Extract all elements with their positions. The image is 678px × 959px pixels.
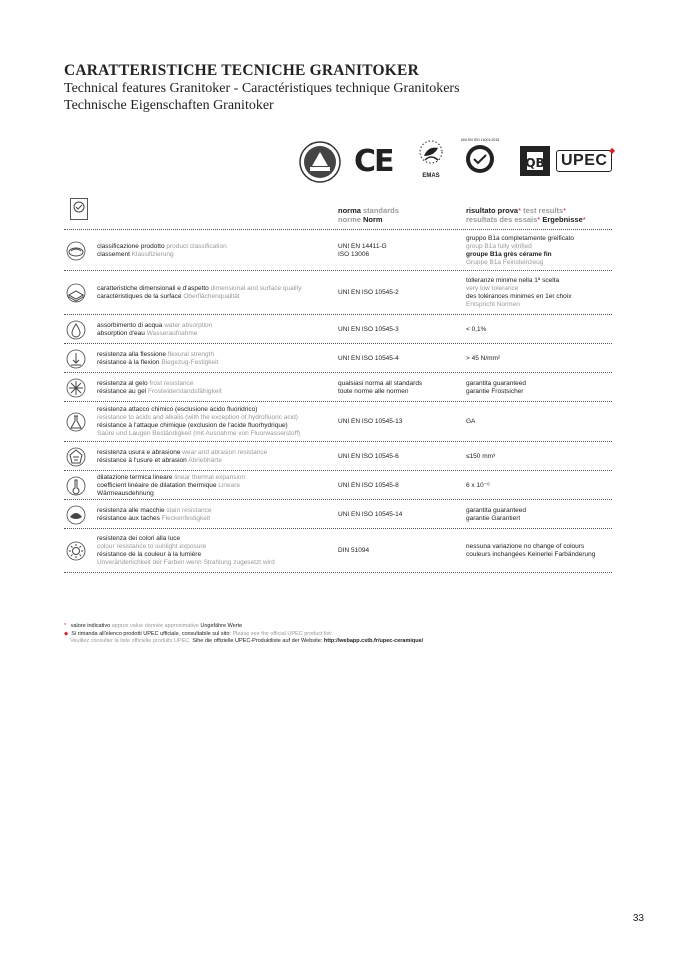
property-cell [97, 322, 337, 338]
result-en: test results [523, 206, 564, 215]
footnote-2-de: Sihe die offizielle UPEC-Produktliste auf der Website: [192, 638, 323, 644]
result-line [466, 326, 612, 334]
result-text: gruppo B1a completamente greificato [466, 235, 575, 242]
table-row [64, 373, 612, 402]
norma-de: Norm [363, 215, 383, 224]
result-de: Ergebnisse [542, 215, 583, 224]
page-subtitle-de: Technische Eigenschaften Granitoker [64, 98, 274, 113]
property-line-secondary: Fleckenfestigkeit [161, 514, 211, 522]
property-line-primary: résistance aux taches [97, 514, 160, 522]
property-line [97, 535, 337, 543]
property-cell [97, 406, 337, 438]
result-cell [466, 326, 612, 334]
property-line-primary: absorption d'eau [97, 329, 145, 337]
standard-line: UNI EN ISO 10545-4 [338, 354, 399, 362]
property-line [97, 559, 337, 567]
standard-cell [338, 289, 463, 297]
table-row [64, 500, 612, 529]
result-line [466, 507, 612, 515]
footnotes [64, 623, 612, 646]
result-line [466, 380, 612, 388]
property-line [97, 457, 337, 465]
thermal-icon [66, 476, 86, 496]
standard-line: UNI EN ISO 10545-14 [338, 510, 403, 518]
property-line-primary: caractéristiques de la surface [97, 293, 182, 300]
result-line [466, 259, 612, 267]
property-line-secondary: linear thermal expansion [174, 473, 246, 481]
footnote-1-fr: donnée approximative [144, 623, 199, 629]
footnote-1-it: valore indicativo [70, 623, 111, 629]
result-cell [466, 277, 612, 309]
standard-line: UNI EN ISO 10545-2 [338, 289, 399, 296]
emas-label: EMAS [422, 173, 440, 179]
result-text: garantita [466, 506, 492, 514]
result-text: very low tolerance [466, 285, 519, 292]
result-text: no change of colours [523, 543, 585, 550]
property-line [97, 359, 337, 367]
property-line-secondary: product classification [166, 243, 227, 250]
table-row [64, 402, 612, 442]
result-text: garantie [466, 387, 490, 395]
result-text: ≤150 mm³ [466, 452, 496, 460]
result-line [466, 355, 612, 363]
property-line-primary: caratteristiche dimensionali e d'aspetto [97, 285, 209, 292]
property-cell [97, 380, 337, 396]
result-text: couleurs inchangées [466, 551, 526, 558]
footnote-upec [64, 631, 612, 639]
property-line-secondary: Oberflächenqualität [183, 293, 240, 300]
norma-fr: norme [338, 215, 361, 224]
result-fr: resultats des essais [466, 215, 538, 224]
iso-logo [458, 138, 502, 181]
property-line-primary: résistance à l'attaque chimique (exclusion de l'acide fluorhydrique) [97, 422, 288, 429]
result-cell [466, 482, 612, 490]
stain-icon [66, 505, 86, 525]
upec-diamond-icon: ◆ [609, 146, 616, 155]
standard-line: UNI EN ISO 10545-13 [338, 418, 403, 425]
property-cell [97, 449, 337, 465]
property-line-secondary: water absorption [164, 321, 213, 329]
ce-logo: CE [354, 144, 393, 179]
page-title: CARATTERISTICHE TECNICHE GRANITOKER [64, 62, 419, 79]
water-drop-icon [66, 320, 86, 340]
property-line-primary: dilatazione termica lineare [97, 473, 173, 481]
footnote-star: * [64, 623, 67, 629]
property-line-primary: resistenza alla flessione [97, 350, 167, 358]
property-line [97, 351, 337, 359]
property-line [97, 322, 337, 330]
property-line-primary: résistance à la flexion [97, 358, 160, 366]
sun-icon [66, 541, 86, 561]
property-cell [97, 285, 337, 301]
result-line [466, 515, 612, 523]
flex-icon [66, 349, 86, 369]
page-titles [64, 62, 460, 114]
property-line-primary: Wärmeausdehnung [97, 489, 154, 497]
property-line-primary: coefficient linéaire de dilatation thermique [97, 481, 217, 489]
upec-logo [556, 150, 612, 172]
table-row [64, 344, 612, 373]
standard-cell [338, 511, 463, 519]
standard-line: DIN 51094 [338, 547, 370, 554]
property-line [97, 422, 337, 430]
result-star: * [537, 215, 541, 224]
property-line [97, 490, 337, 498]
iso-caption: UNI EN ISO 14001:2015 [460, 138, 500, 142]
result-cell [466, 418, 612, 426]
standard-cell [338, 547, 463, 555]
result-line [466, 277, 612, 285]
result-line [466, 235, 612, 243]
property-line [97, 430, 337, 438]
property-line [97, 414, 337, 422]
norma-header [338, 206, 399, 224]
property-line [97, 482, 337, 490]
property-line-secondary: stain resistance [166, 506, 212, 514]
certification-logos [298, 138, 616, 188]
result-star: * [582, 215, 586, 224]
result-text: nessuna variazione [466, 543, 523, 550]
result-text: des tolérances minimes en 1er choix [466, 293, 572, 300]
property-line [97, 293, 337, 301]
table-header [64, 194, 612, 228]
standard-cell [338, 326, 463, 334]
standard-line: UNI EN ISO 10545-6 [338, 452, 399, 460]
property-line-primary: classificazione prodotto [97, 243, 165, 250]
header-divider [64, 229, 612, 230]
property-line [97, 515, 337, 523]
property-line [97, 380, 337, 388]
property-line-secondary: flexural strength [167, 350, 215, 358]
seal-logo [298, 140, 342, 189]
result-star: * [563, 206, 567, 215]
result-text: tolleranze minime nella 1ª scelta [466, 277, 560, 284]
result-it: risultato prova [466, 206, 519, 215]
result-star: * [518, 206, 522, 215]
result-cell [466, 355, 612, 363]
property-line-primary: classement [97, 251, 130, 258]
property-line-secondary: Biegezug-Festigkeit [161, 358, 219, 366]
property-line-primary: assorbimento di acqua [97, 321, 163, 329]
property-line-secondary: Lineare [218, 481, 240, 489]
property-line [97, 388, 337, 396]
result-text: groupe B1a grès cérame fin [466, 251, 552, 258]
norma-en: standards [363, 206, 399, 215]
property-line-secondary: Klassifizierung [131, 251, 174, 258]
property-line-secondary: Frostwiderstandsfähigkeit [147, 387, 222, 395]
property-cell [97, 351, 337, 367]
property-line-primary: résistance au gel [97, 387, 147, 395]
footnote-approx [64, 623, 612, 631]
table-row [64, 231, 612, 271]
property-line-secondary: frost resistance [149, 379, 194, 387]
standard-cell [338, 380, 463, 396]
result-cell [466, 453, 612, 461]
result-text: guaranteed [493, 379, 526, 387]
property-line-primary: Saüre und Laugen Beständigkeit (mit Ausnahme von Fluorwasserstoff) [97, 430, 301, 437]
property-cell [97, 243, 337, 259]
result-text: Entspricht Normen [466, 301, 520, 308]
property-line [97, 243, 337, 251]
result-text: group B1a fully vitrified [466, 243, 532, 250]
result-text: Keinerlei Farbänderung [527, 551, 596, 558]
result-text: guaranteed [493, 506, 526, 514]
property-line-secondary: dimensional and surface quality [210, 285, 302, 292]
result-cell [466, 507, 612, 523]
property-line-primary: resistenza usura e abrasione [97, 448, 181, 456]
standard-cell [338, 453, 463, 461]
property-line [97, 330, 337, 338]
property-line-secondary: Abriebhärte [188, 456, 222, 464]
chemical-flask-icon [66, 412, 86, 432]
upec-label: UPEC [561, 152, 608, 169]
footnote-2-fr: Veuillez consulter la liste officielle produits UPEC: [70, 638, 191, 644]
result-cell [466, 380, 612, 396]
classification-icon [66, 241, 86, 261]
property-line [97, 285, 337, 293]
qb-text: QB [525, 156, 545, 170]
standard-cell [338, 243, 463, 259]
qb-logo [518, 144, 552, 183]
abrasion-icon [66, 447, 86, 467]
result-text: > 45 N/mm² [466, 354, 501, 362]
result-text: Frostsicher [491, 387, 524, 395]
page-subtitle-en-fr: Technical features Granitoker - Caractéristiques technique Granitokers [64, 81, 460, 96]
standard-cell [338, 418, 463, 426]
footnote-2-en: Please see the official UPEC product list: [232, 630, 333, 637]
emas-logo [416, 138, 446, 186]
property-line-primary: résistance à l'usure et abrasion [97, 456, 187, 464]
table-row [64, 442, 612, 471]
result-line [466, 251, 612, 259]
result-line [466, 551, 612, 559]
result-line [466, 482, 612, 490]
result-line [466, 293, 612, 301]
property-line [97, 551, 337, 559]
property-line-primary: resistance to acids and alkalis (with the exception of hydrofluoric acid) [97, 414, 298, 421]
result-line [466, 301, 612, 309]
property-cell [97, 507, 337, 523]
certified-icon [70, 198, 88, 220]
table-row [64, 315, 612, 344]
dimension-icon [66, 283, 86, 303]
result-line [466, 388, 612, 396]
property-line-primary: resistenza alle macchie [97, 506, 165, 514]
property-line-secondary: wear and abrasion resistance [182, 448, 268, 456]
result-line [466, 418, 612, 426]
property-line [97, 251, 337, 259]
standard-line: ISO 13006 [338, 251, 370, 258]
result-line [466, 543, 612, 551]
table-row [64, 271, 612, 315]
result-line [466, 285, 612, 293]
result-header [466, 206, 586, 224]
property-line [97, 449, 337, 457]
footnote-1-en: approx value [111, 623, 144, 629]
result-line [466, 453, 612, 461]
property-line-secondary: Wasseraufnahme [146, 329, 198, 337]
standard-line: qualsiasi norma all standards [338, 379, 423, 387]
standard-line: UNI EN ISO 10545-3 [338, 325, 399, 333]
result-text: < 0,1% [466, 325, 487, 333]
property-line [97, 507, 337, 515]
footnote-2-it: Si rimanda all'elenco prodotti UPEC ufficiale, consultabile sul sito: [71, 630, 231, 637]
norma-it: norma [338, 206, 361, 215]
result-text: garantie [466, 514, 490, 522]
table-row [64, 529, 612, 573]
property-line-primary: résistance de la couleur à la lumière [97, 551, 202, 558]
property-line [97, 406, 337, 414]
result-text: Gruppe B1a Feinsteinzeug [466, 259, 544, 266]
property-line-primary: Unveränderlichkeit der Farben wenn Strahlung zugesetzt wird [97, 559, 275, 566]
property-line [97, 474, 337, 482]
upec-link[interactable]: http://webapp.cstb.fr/upec-ceramique/ [323, 638, 424, 644]
property-line-primary: resistenza attacco chimico (esclusione acido fluoridrico) [97, 406, 258, 413]
property-line-primary: colour resistance to sunlight exposure [97, 543, 207, 550]
frost-icon [66, 378, 86, 398]
result-text: GA [466, 418, 476, 425]
result-cell [466, 235, 612, 267]
result-cell [466, 543, 612, 559]
result-text: 6 x 10⁻⁶ [466, 481, 490, 489]
standard-cell [338, 355, 463, 363]
standard-line: UNI EN ISO 10545-8 [338, 481, 399, 489]
standard-line: toute norme alle normen [338, 387, 409, 395]
standard-line: UNI EN 14411-G [338, 243, 387, 250]
table-row [64, 471, 612, 500]
result-line [466, 243, 612, 251]
result-text: garantita [466, 379, 492, 387]
footnote-upec-line2 [64, 638, 612, 646]
standard-cell [338, 482, 463, 490]
property-line [97, 543, 337, 551]
footnote-diamond-icon: ◆ [64, 630, 69, 637]
property-line-primary: resistenza al gelo [97, 379, 148, 387]
property-cell [97, 474, 337, 498]
property-line-primary: resistenza dei colori alla luce [97, 535, 181, 542]
footnote-1-de: Ungefähre Werte [200, 623, 243, 629]
technical-table [64, 231, 612, 573]
page-number: 33 [632, 913, 644, 924]
property-cell [97, 535, 337, 567]
result-text: Garantiert [491, 514, 521, 522]
